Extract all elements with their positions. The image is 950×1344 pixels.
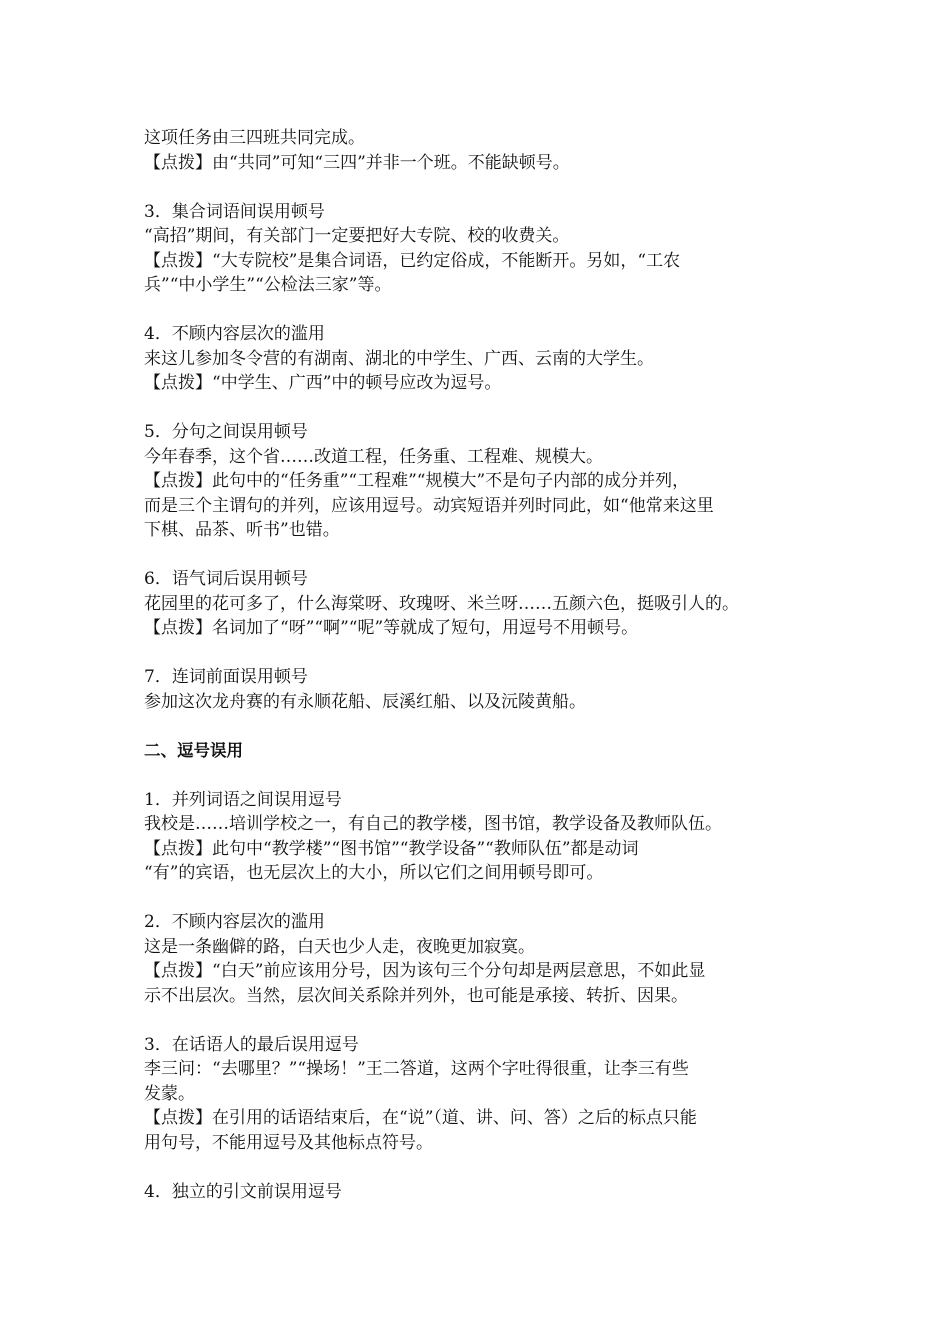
text-line: 参加这次龙舟赛的有永顺花船、辰溪红船、以及沅陵黄船。 (144, 691, 586, 712)
paragraph-gap (144, 886, 809, 911)
text-line: 【点拨】由“共同”可知“三四”并非一个班。不能缺顿号。 (144, 152, 570, 173)
text-line: 我校是……培训学校之一，有自己的教学楼，图书馆，教学设备及教师队伍。 (144, 814, 722, 834)
text-line: 【点拨】“白天”前应该用分号，因为该句三个分句却是两层意思，不如此显 (144, 961, 706, 981)
section-heading: 二、逗号误用 (144, 740, 243, 760)
paragraph-gap (144, 543, 809, 568)
text-line: 李三问：“去哪里？”“操场！”王二答道，这两个字吐得很重，让李三有些 (144, 1059, 689, 1079)
text-line: “高招”期间，有关部门一定要把好大专院、校的收费关。 (144, 226, 570, 246)
document-body (144, 126, 809, 1204)
text-line: 5．分句之间误用顿号 (144, 422, 308, 442)
text-line: 今年春季，这个省……改道工程，任务重、工程难、规模大。 (144, 446, 603, 467)
text-line: 3．在话语人的最后误用逗号 (144, 1034, 359, 1055)
text-line: 4．不顾内容层次的滥用 (144, 324, 325, 344)
text-line: 示不出层次。当然，层次间关系除并列外，也可能是承接、转折、因果。 (144, 985, 688, 1006)
text-line: 【点拨】在引用的话语结束后，在“说”（道、讲、问、答）之后的标点只能 (144, 1108, 697, 1128)
text-line: 1．并列词语之间误用逗号 (144, 789, 342, 810)
text-line: 发蒙。 (144, 1083, 195, 1104)
paragraph-gap (144, 1008, 809, 1033)
text-line: 【点拨】“中学生、广西”中的顿号应改为逗号。 (144, 373, 502, 393)
text-line: 【点拨】此句中“教学楼”“图书馆”“教学设备”“教师队伍”都是动词 (144, 838, 639, 859)
paragraph-gap (144, 298, 809, 323)
paragraph-gap (144, 714, 809, 739)
paragraph-gap (144, 175, 809, 200)
text-line: 7．连词前面误用顿号 (144, 667, 308, 687)
text-line: 下棋、品茶、听书”也错。 (144, 520, 340, 540)
text-line: 来这儿参加冬令营的有湖南、湖北的中学生、广西、云南的大学生。 (144, 348, 654, 369)
text-line: 【点拨】名词加了“呀”“啊”“呢”等就成了短句，用逗号不用顿号。 (144, 618, 639, 638)
text-line: 【点拨】“大专院校”是集合词语，已约定俗成，不能断开。另如，“工农 (144, 250, 681, 271)
paragraph-gap (144, 396, 809, 421)
text-line: 4．独立的引文前误用逗号 (144, 1181, 342, 1202)
text-line: 兵”“中小学生”“公检法三家”等。 (144, 275, 392, 295)
text-line: 3．集合词语间误用顿号 (144, 201, 325, 222)
text-line: 花园里的花可多了，什么海棠呀、玫瑰呀、米兰呀……五颜六色，挺吸引人的。 (144, 593, 739, 614)
text-line: 2．不顾内容层次的滥用 (144, 912, 325, 932)
paragraph-gap (144, 641, 809, 666)
text-line: 6．语气词后误用顿号 (144, 569, 308, 589)
text-line: 而是三个主谓句的并列，应该用逗号。动宾短语并列时同此，如“他常来这里 (144, 495, 714, 516)
text-line: 【点拨】此句中的“任务重”“工程难”“规模大”不是句子内部的成分并列， (144, 471, 690, 491)
text-line: 这项任务由三四班共同完成。 (144, 128, 365, 148)
paragraph-gap (144, 763, 809, 788)
text-line: 用句号，不能用逗号及其他标点符号。 (144, 1132, 433, 1153)
paragraph-gap (144, 1155, 809, 1180)
text-line: “有”的宾语，也无层次上的大小，所以它们之间用顿号即可。 (144, 863, 604, 883)
text-line: 这是一条幽僻的路，白天也少人走，夜晚更加寂寞。 (144, 936, 535, 957)
